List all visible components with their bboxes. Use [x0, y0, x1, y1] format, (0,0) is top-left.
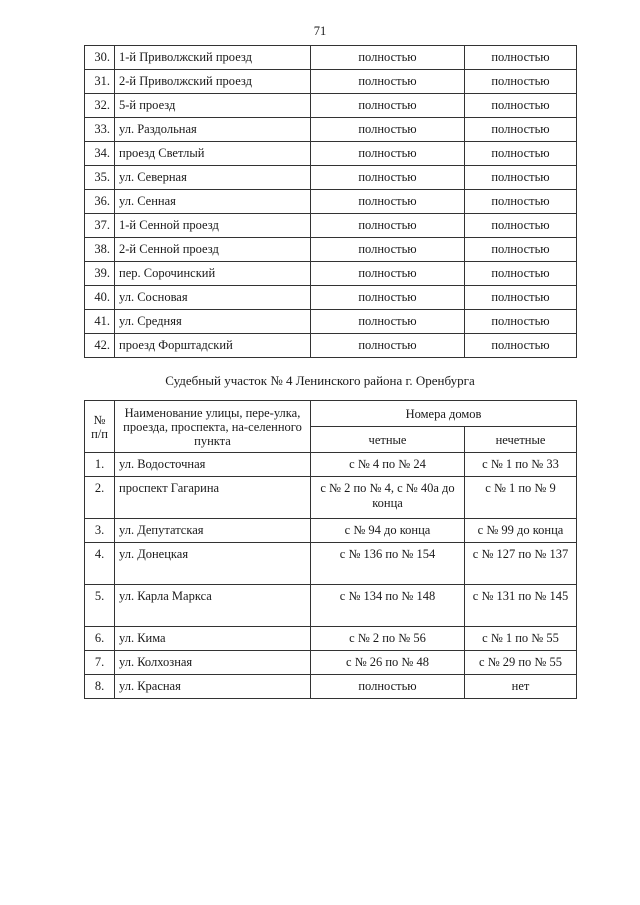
street-name: 5-й проезд — [115, 94, 311, 118]
even-houses: полностью — [311, 675, 465, 699]
even-houses: с № 4 по № 24 — [311, 453, 465, 477]
street-name: ул. Средняя — [115, 310, 311, 334]
street-name: ул. Карла Маркса — [115, 585, 311, 627]
street-name: ул. Красная — [115, 675, 311, 699]
table-row — [85, 70, 577, 94]
odd-houses: полностью — [465, 334, 577, 358]
streets-table-continued — [84, 45, 577, 358]
table-row — [85, 118, 577, 142]
odd-houses: полностью — [465, 238, 577, 262]
row-number: 31. — [85, 70, 115, 94]
row-number: 6. — [85, 627, 115, 651]
odd-houses: с № 99 до конца — [465, 519, 577, 543]
row-number: 33. — [85, 118, 115, 142]
odd-houses: полностью — [465, 214, 577, 238]
table-row — [85, 166, 577, 190]
odd-houses: полностью — [465, 94, 577, 118]
odd-houses: полностью — [465, 142, 577, 166]
even-houses: полностью — [311, 286, 465, 310]
even-houses: полностью — [311, 214, 465, 238]
table-row — [85, 190, 577, 214]
row-number: 34. — [85, 142, 115, 166]
court-district-streets-table — [84, 400, 577, 699]
odd-houses: с № 1 по № 9 — [465, 477, 577, 519]
even-houses: полностью — [311, 94, 465, 118]
street-name: 1-й Сенной проезд — [115, 214, 311, 238]
even-houses: полностью — [311, 166, 465, 190]
even-houses: с № 94 до конца — [311, 519, 465, 543]
row-number: 37. — [85, 214, 115, 238]
street-name: ул. Депутатская — [115, 519, 311, 543]
street-name: ул. Сенная — [115, 190, 311, 214]
odd-houses: полностью — [465, 190, 577, 214]
odd-houses: полностью — [465, 118, 577, 142]
odd-houses: нет — [465, 675, 577, 699]
table-row — [85, 46, 577, 70]
odd-houses: полностью — [465, 46, 577, 70]
even-houses: полностью — [311, 70, 465, 94]
table-row — [85, 238, 577, 262]
table-row — [85, 262, 577, 286]
row-number: 7. — [85, 651, 115, 675]
row-number: 42. — [85, 334, 115, 358]
table-row — [85, 286, 577, 310]
row-number: 8. — [85, 675, 115, 699]
even-houses: с № 134 по № 148 — [311, 585, 465, 627]
street-name: проезд Светлый — [115, 142, 311, 166]
table-row — [85, 651, 577, 675]
street-name: 2-й Приволжский проезд — [115, 70, 311, 94]
even-houses: с № 136 по № 154 — [311, 543, 465, 585]
table-row — [85, 310, 577, 334]
page-number: 71 — [313, 24, 327, 38]
odd-houses: полностью — [465, 286, 577, 310]
street-name: 1-й Приволжский проезд — [115, 46, 311, 70]
row-number: 40. — [85, 286, 115, 310]
row-number: 32. — [85, 94, 115, 118]
row-number: 4. — [85, 543, 115, 585]
odd-houses: с № 29 по № 55 — [465, 651, 577, 675]
header-number: № п/п — [85, 401, 115, 453]
row-number: 2. — [85, 477, 115, 519]
street-name: ул. Северная — [115, 166, 311, 190]
table-row — [85, 477, 577, 519]
odd-houses: с № 131 по № 145 — [465, 585, 577, 627]
row-number: 39. — [85, 262, 115, 286]
row-number: 35. — [85, 166, 115, 190]
even-houses: с № 2 по № 56 — [311, 627, 465, 651]
street-name: пер. Сорочинский — [115, 262, 311, 286]
table-row — [85, 543, 577, 585]
table-row — [85, 453, 577, 477]
row-number: 30. — [85, 46, 115, 70]
table-row — [85, 334, 577, 358]
odd-houses: с № 1 по № 33 — [465, 453, 577, 477]
header-even: четные — [311, 427, 465, 453]
odd-houses: полностью — [465, 310, 577, 334]
odd-houses: полностью — [465, 70, 577, 94]
table-row — [85, 94, 577, 118]
row-number: 41. — [85, 310, 115, 334]
street-name: 2-й Сенной проезд — [115, 238, 311, 262]
odd-houses: полностью — [465, 166, 577, 190]
odd-houses: полностью — [465, 262, 577, 286]
odd-houses: с № 127 по № 137 — [465, 543, 577, 585]
street-name: ул. Кима — [115, 627, 311, 651]
header-odd: нечетные — [465, 427, 577, 453]
row-number: 36. — [85, 190, 115, 214]
street-name: ул. Донецкая — [115, 543, 311, 585]
row-number: 1. — [85, 453, 115, 477]
even-houses: полностью — [311, 238, 465, 262]
section-title: Судебный участок № 4 Ленинского района г. Оренбурга — [165, 373, 475, 388]
even-houses: полностью — [311, 190, 465, 214]
even-houses: полностью — [311, 142, 465, 166]
street-name: проспект Гагарина — [115, 477, 311, 519]
even-houses: полностью — [311, 310, 465, 334]
table-row — [85, 585, 577, 627]
table-row — [85, 214, 577, 238]
street-name: ул. Колхозная — [115, 651, 311, 675]
table-row — [85, 675, 577, 699]
row-number: 5. — [85, 585, 115, 627]
even-houses: полностью — [311, 46, 465, 70]
even-houses: полностью — [311, 262, 465, 286]
row-number: 38. — [85, 238, 115, 262]
table-row — [85, 519, 577, 543]
odd-houses: с № 1 по № 55 — [465, 627, 577, 651]
street-name: проезд Форштадский — [115, 334, 311, 358]
even-houses: полностью — [311, 118, 465, 142]
street-name: ул. Водосточная — [115, 453, 311, 477]
header-street-name: Наименование улицы, пере-улка, проезда, проспекта, на-селенного пункта — [115, 401, 311, 453]
even-houses: полностью — [311, 334, 465, 358]
row-number: 3. — [85, 519, 115, 543]
table-row — [85, 142, 577, 166]
even-houses: с № 26 по № 48 — [311, 651, 465, 675]
table-row — [85, 627, 577, 651]
street-name: ул. Сосновая — [115, 286, 311, 310]
even-houses: с № 2 по № 4, с № 40а до конца — [311, 477, 465, 519]
street-name: ул. Раздольная — [115, 118, 311, 142]
header-house-numbers: Номера домов — [311, 401, 577, 427]
